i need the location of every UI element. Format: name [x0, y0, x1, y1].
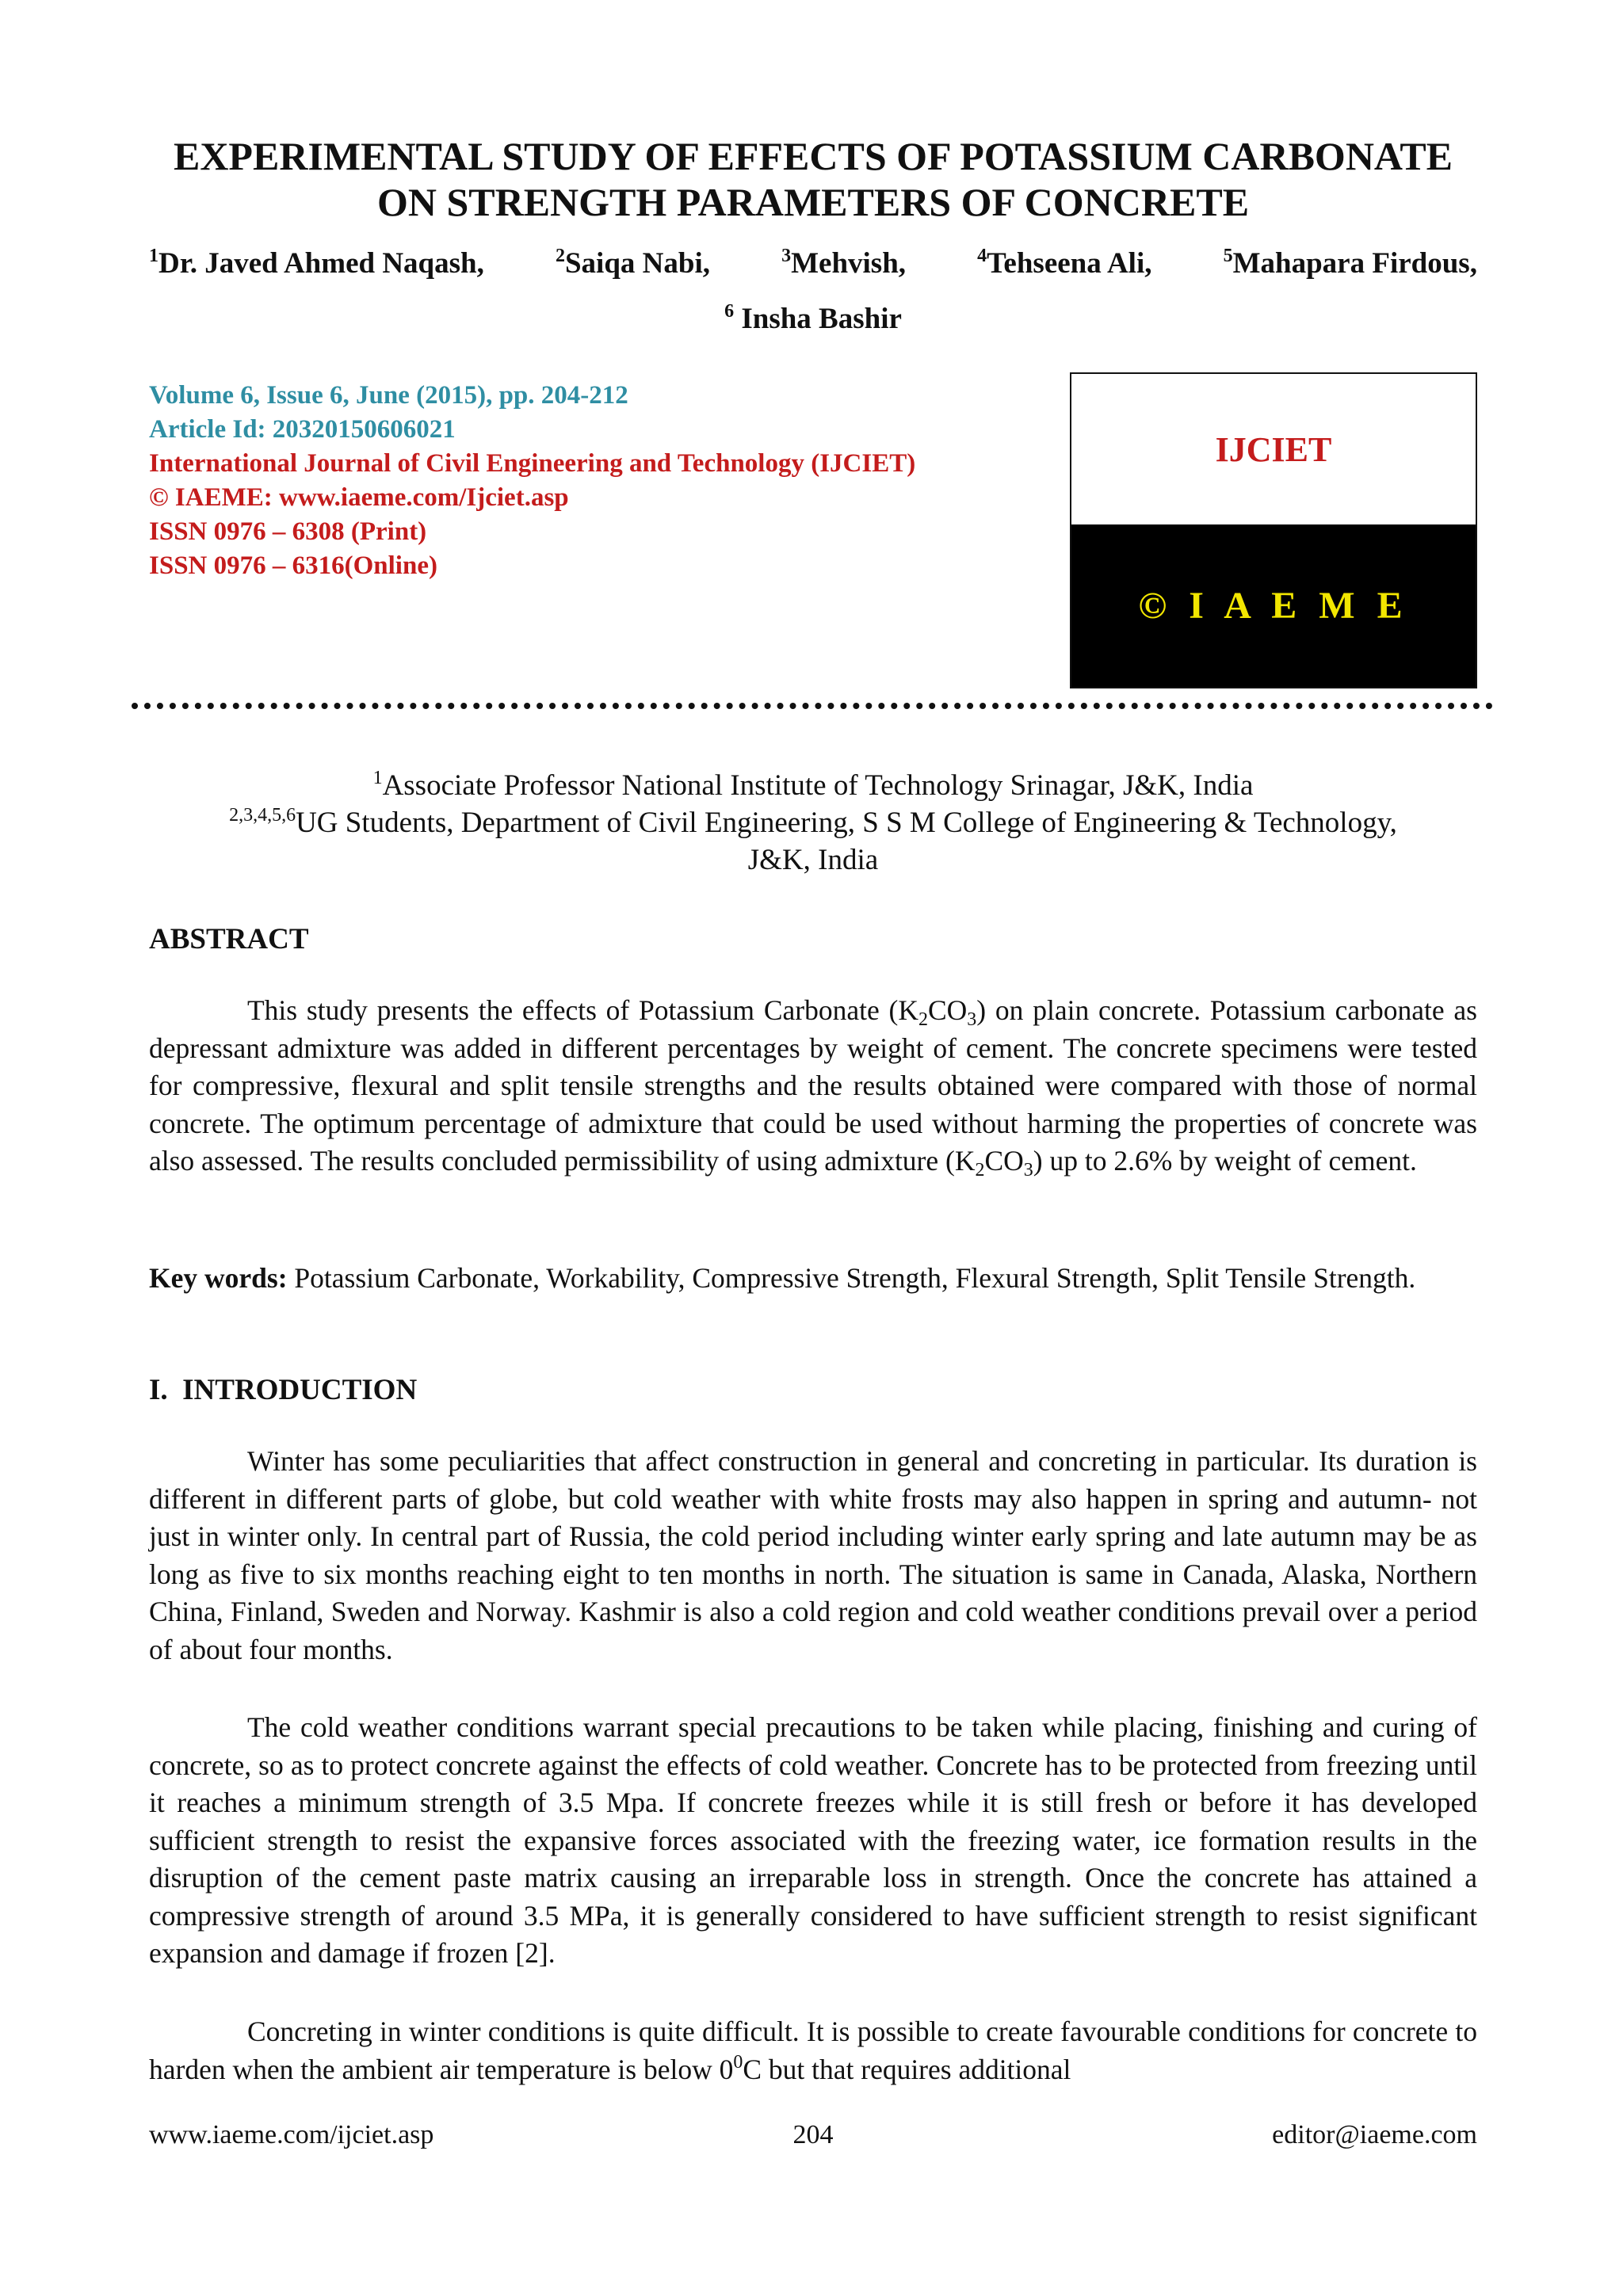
page-footer: [149, 2117, 1477, 2153]
copyright-line: © IAEME: www.iaeme.com/Ijciet.asp: [149, 483, 569, 512]
publisher-logo-text: © I A E M E: [1071, 524, 1476, 687]
intro-paragraph-1: Winter has some peculiarities that affect construction in general and concreting in particular. Its duration is different in different parts of globe, but cold weather with white frosts may also happen in spring and autumn- not just in winter only. In central part of Russia, the cold period including winter early spring and late autumn may be as long as five to six months reaching eight to ten months in north. The situation is same in Canada, Alaska, Northern China, Finland, Sweden and Norway. Kashmir is also a cold region and cold weather conditions prevail over a period of about four months.: [149, 1445, 1477, 1665]
abstract-heading: ABSTRACT: [149, 923, 309, 955]
author-5: $^5$Mahapara Firdous,: [1223, 246, 1477, 280]
issn-print: ISSN 0976 – 6308 (Print): [149, 517, 427, 546]
publication-info: [149, 379, 1084, 583]
paper-page: [149, 0, 1477, 2296]
affiliations: [149, 767, 1477, 879]
journal-logo-box: [1070, 372, 1477, 688]
footer-email: editor@iaeme.com: [1272, 2120, 1477, 2149]
page-number: 204: [792, 2120, 834, 2149]
author-6: $^6$ Insha Bashir: [724, 301, 902, 335]
paper-title: [149, 133, 1477, 225]
title-line-2: ON STRENGTH PARAMETERS OF CONCRETE: [376, 180, 1250, 224]
author-2: $^2$Saiqa Nabi,: [555, 246, 710, 280]
issn-online: ISSN 0976 – 6316(Online): [149, 551, 437, 580]
journal-name: International Journal of Civil Engineering and Technology (IJCIET): [149, 449, 916, 478]
dotted-divider: [132, 703, 1493, 709]
abstract-body: This study presents the effects of Potassium Carbonate $(K_2CO_3)$ on plain concrete. Potassium carbonate as depressant admixture was added in different percentages by weight of cement. The concrete specimens were tested for compressive, flexural and split tensile strengths and the results obtained were compared with those of normal concrete. The optimum percentage of admixture that could be used without harming the properties of concrete was also assessed. The results concluded permissibility of using admixture $(K_2CO_3)$ up to 2.6% by weight of cement.: [149, 994, 1477, 1180]
author-4: $^4$Tehseena Ali,: [977, 246, 1152, 280]
intro-paragraph-2: The cold weather conditions warrant special precautions to be taken while placing, finishing and curing of concrete, so as to protect concrete against the effects of cold weather. Concrete has to be protected from freezing until it reaches a minimum strength of 3.5 Mpa. If concrete freezes while it is still fresh or before it has developed sufficient strength to resist the expansive forces associated with the freezing water, ice formation results in the disruption of the cement paste matrix causing an irreparable loss in strength. Once the concrete has attained a compressive strength of around 3.5 MPa, it is generally considered to have sufficient strength to resist significant expansion and damage if frozen [2].: [149, 1711, 1477, 1969]
affiliation-2-cont: J&K, India: [747, 844, 879, 876]
author-1: $^1$Dr. Javed Ahmed Naqash,: [149, 246, 484, 280]
introduction-heading: I. INTRODUCTION: [149, 1374, 418, 1406]
author-3: $^3$Mehvish,: [781, 246, 907, 280]
title-line-1: EXPERIMENTAL STUDY OF EFFECTS OF POTASSIUM CARBONATE: [173, 134, 1453, 178]
affiliation-1: $^1$Associate Professor National Institute of Technology Srinagar, J&K, India: [372, 768, 1254, 802]
journal-logo-text: IJCIET: [1215, 429, 1332, 469]
article-id: Article Id: 20320150606021: [149, 415, 456, 444]
affiliation-2: $^{2,3,4,5,6}$UG Students, Department of Civil Engineering, S S M College of Engineering & Technology,: [229, 805, 1397, 839]
keywords: Key words: Potassium Carbonate, Workability, Compressive Strength, Flexural Strength, Split Tensile Strength.: [149, 1262, 1416, 1294]
author-list: [149, 246, 1477, 282]
intro-paragraph-3: Concreting in winter conditions is quite difficult. It is possible to create favourable conditions for concrete to harden when the ambient air temperature is below $0^0C$ but that requires additional: [149, 2016, 1477, 2085]
volume-line: Volume 6, Issue 6, June (2015), pp. 204-212: [149, 381, 628, 410]
footer-journal-url: www.iaeme.com/ijciet.asp: [149, 2120, 434, 2149]
